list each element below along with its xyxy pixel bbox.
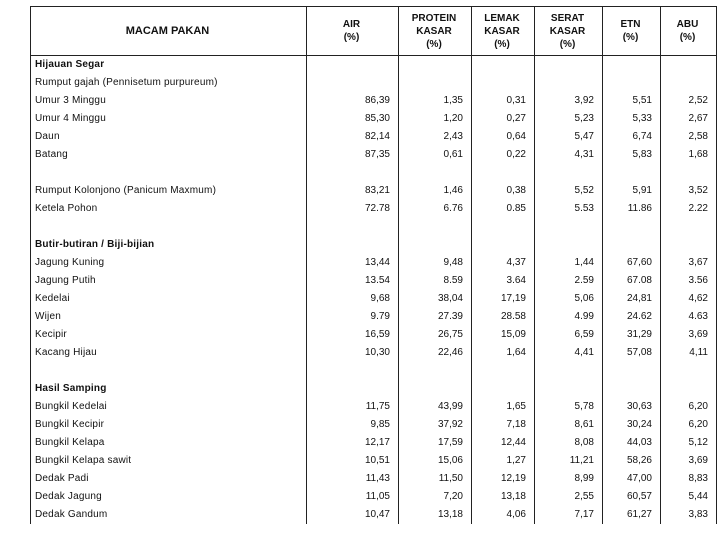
header-protein: [399, 7, 472, 56]
air-cell: 11,43: [307, 470, 399, 488]
header-lemak-line-2: KASAR: [484, 25, 520, 37]
table-row: [31, 272, 717, 290]
spacer-cell: [307, 218, 399, 236]
spacer-cell: [661, 362, 717, 380]
serat-kasar-cell: 8,08: [535, 434, 603, 452]
feed-name-cell: Bungkil Kelapa: [35, 437, 105, 448]
lemak-kasar-cell: 0,22: [472, 146, 535, 164]
table-header: [31, 7, 717, 56]
table-row: [31, 434, 717, 452]
abu-cell: 3,67: [661, 254, 717, 272]
spacer-cell: [661, 164, 717, 182]
table-row: [31, 254, 717, 272]
abu-cell: 2,58: [661, 128, 717, 146]
lemak-kasar-cell: 7,18: [472, 416, 535, 434]
feed-name-cell: Kedelai: [35, 293, 70, 304]
etn-cell: 61,27: [603, 506, 661, 524]
abu-cell: 1,68: [661, 146, 717, 164]
abu-cell: [661, 74, 717, 92]
lemak-kasar-cell: 1,65: [472, 398, 535, 416]
abu-cell: 2.22: [661, 200, 717, 218]
serat-kasar-cell: 5,78: [535, 398, 603, 416]
lemak-kasar-cell: 12,44: [472, 434, 535, 452]
feed-name-cell: Bungkil Kedelai: [35, 401, 107, 412]
serat-kasar-cell: [535, 56, 603, 75]
air-cell: 87,35: [307, 146, 399, 164]
lemak-kasar-cell: 0,64: [472, 128, 535, 146]
etn-cell: 47,00: [603, 470, 661, 488]
serat-kasar-cell: 8,61: [535, 416, 603, 434]
etn-cell: 30,63: [603, 398, 661, 416]
lemak-kasar-cell: 4,37: [472, 254, 535, 272]
lemak-kasar-cell: [472, 236, 535, 254]
air-cell: 9,68: [307, 290, 399, 308]
header-abu-line-2: (%): [679, 32, 696, 43]
header-protein-line-3: (%): [426, 38, 442, 50]
feed-name-cell: Bungkil Kecipir: [35, 419, 105, 430]
spacer-cell: [399, 362, 472, 380]
abu-cell: 4,11: [661, 344, 717, 362]
header-etn-line-2: (%): [622, 32, 639, 43]
feed-name-cell: Rumput Kolonjono (Panicum Maxmum): [35, 185, 217, 196]
protein-kasar-cell: 6.76: [399, 200, 472, 218]
protein-kasar-cell: 8.59: [399, 272, 472, 290]
lemak-kasar-cell: [472, 56, 535, 75]
feed-name-cell: Daun: [35, 131, 60, 142]
air-cell: 13,44: [307, 254, 399, 272]
lemak-kasar-cell: [472, 380, 535, 398]
header-air-line-2: (%): [343, 32, 360, 43]
air-cell: 85,30: [307, 110, 399, 128]
lemak-kasar-cell: 3.64: [472, 272, 535, 290]
serat-kasar-cell: 5,52: [535, 182, 603, 200]
abu-cell: 3,69: [661, 452, 717, 470]
header-serat-line-1: SERAT: [550, 12, 585, 24]
lemak-kasar-cell: 1,27: [472, 452, 535, 470]
serat-kasar-cell: 7,17: [535, 506, 603, 524]
spacer-cell: [31, 362, 307, 380]
abu-cell: 3.56: [661, 272, 717, 290]
etn-cell: [603, 56, 661, 75]
protein-kasar-cell: 13,18: [399, 506, 472, 524]
section-row: [31, 236, 717, 254]
table-row: [31, 290, 717, 308]
feed-name-cell: Kecipir: [35, 329, 67, 340]
air-cell: 72.78: [307, 200, 399, 218]
table-row: [31, 200, 717, 218]
protein-kasar-cell: [399, 380, 472, 398]
section-title: Butir-butiran / Biji-bijian: [35, 239, 155, 250]
protein-kasar-cell: 17,59: [399, 434, 472, 452]
spacer-cell: [31, 164, 307, 182]
table-row: [31, 182, 717, 200]
air-cell: 10,47: [307, 506, 399, 524]
etn-cell: 57,08: [603, 344, 661, 362]
etn-cell: 11.86: [603, 200, 661, 218]
abu-cell: 5,12: [661, 434, 717, 452]
table-row: [31, 110, 717, 128]
serat-kasar-cell: 8,99: [535, 470, 603, 488]
air-cell: [307, 74, 399, 92]
lemak-kasar-cell: 13,18: [472, 488, 535, 506]
air-cell: 16,59: [307, 326, 399, 344]
serat-kasar-cell: 4,31: [535, 146, 603, 164]
protein-kasar-cell: 37,92: [399, 416, 472, 434]
header-protein-line-1: PROTEIN: [411, 12, 457, 24]
feed-name-cell: Umur 4 Minggu: [35, 113, 106, 124]
header-feed-type: MACAM PAKAN: [31, 7, 307, 56]
serat-kasar-cell: 5.53: [535, 200, 603, 218]
feed-name-cell: Jagung Kuning: [35, 257, 105, 268]
abu-cell: 6,20: [661, 398, 717, 416]
header-etn-line-1: ETN: [620, 19, 641, 30]
serat-kasar-cell: [535, 74, 603, 92]
section-row: [31, 380, 717, 398]
spacer-cell: [603, 362, 661, 380]
header-lemak-line-3: (%): [494, 38, 510, 50]
header-serat: [535, 7, 603, 56]
abu-cell: 4,62: [661, 290, 717, 308]
feed-name-cell: Kacang Hijau: [35, 347, 97, 358]
header-abu-line-1: ABU: [676, 19, 699, 30]
serat-kasar-cell: 11,21: [535, 452, 603, 470]
protein-kasar-cell: [399, 56, 472, 75]
air-cell: [307, 56, 399, 75]
table-row: [31, 470, 717, 488]
table-row: [31, 416, 717, 434]
header-air: [307, 7, 399, 56]
abu-cell: 3,69: [661, 326, 717, 344]
abu-cell: 5,44: [661, 488, 717, 506]
spacer-cell: [603, 218, 661, 236]
air-cell: 86,39: [307, 92, 399, 110]
feed-name-cell: Wijen: [35, 311, 62, 322]
protein-kasar-cell: 38,04: [399, 290, 472, 308]
protein-kasar-cell: 2,43: [399, 128, 472, 146]
lemak-kasar-cell: 4,06: [472, 506, 535, 524]
header-lemak-line-1: LEMAK: [484, 12, 520, 24]
protein-kasar-cell: 1,20: [399, 110, 472, 128]
lemak-kasar-cell: 15,09: [472, 326, 535, 344]
table-row: [31, 128, 717, 146]
lemak-kasar-cell: 17,19: [472, 290, 535, 308]
section-row: [31, 56, 717, 75]
air-cell: 10,51: [307, 452, 399, 470]
etn-cell: 24,81: [603, 290, 661, 308]
table-row: [31, 326, 717, 344]
spacer-cell: [535, 362, 603, 380]
spacer-row: [31, 218, 717, 236]
protein-kasar-cell: 11,50: [399, 470, 472, 488]
serat-kasar-cell: 3,92: [535, 92, 603, 110]
protein-kasar-cell: [399, 74, 472, 92]
serat-kasar-cell: 2.59: [535, 272, 603, 290]
spacer-cell: [307, 164, 399, 182]
etn-cell: [603, 380, 661, 398]
spacer-cell: [472, 362, 535, 380]
feed-name-cell: Dedak Gandum: [35, 509, 108, 520]
lemak-kasar-cell: 0,27: [472, 110, 535, 128]
protein-kasar-cell: 9,48: [399, 254, 472, 272]
air-cell: [307, 380, 399, 398]
air-cell: 9.79: [307, 308, 399, 326]
air-cell: 13.54: [307, 272, 399, 290]
abu-cell: 8,83: [661, 470, 717, 488]
protein-kasar-cell: 7,20: [399, 488, 472, 506]
spacer-row: [31, 164, 717, 182]
etn-cell: 5,51: [603, 92, 661, 110]
table-row: [31, 452, 717, 470]
spacer-cell: [399, 164, 472, 182]
serat-kasar-cell: 1,44: [535, 254, 603, 272]
feed-name-cell: Batang: [35, 149, 68, 160]
abu-cell: [661, 380, 717, 398]
protein-kasar-cell: 26,75: [399, 326, 472, 344]
feed-name-cell: Dedak Jagung: [35, 491, 102, 502]
air-cell: 82,14: [307, 128, 399, 146]
etn-cell: 67,60: [603, 254, 661, 272]
table-row: [31, 506, 717, 524]
header-abu: [661, 7, 717, 56]
table-row: [31, 488, 717, 506]
header-protein-line-2: KASAR: [416, 25, 452, 37]
abu-cell: 6,20: [661, 416, 717, 434]
feed-name-cell: Ketela Pohon: [35, 203, 98, 214]
air-cell: 10,30: [307, 344, 399, 362]
air-cell: 11,05: [307, 488, 399, 506]
serat-kasar-cell: 5,23: [535, 110, 603, 128]
feed-name-cell: Jagung Putih: [35, 275, 96, 286]
etn-cell: 30,24: [603, 416, 661, 434]
feed-composition-table: [30, 6, 717, 524]
header-lemak: [472, 7, 535, 56]
spacer-row: [31, 362, 717, 380]
spacer-cell: [307, 362, 399, 380]
abu-cell: 3,52: [661, 182, 717, 200]
etn-cell: [603, 236, 661, 254]
table-row: [31, 398, 717, 416]
etn-cell: 31,29: [603, 326, 661, 344]
protein-kasar-cell: 43,99: [399, 398, 472, 416]
abu-cell: 2,52: [661, 92, 717, 110]
table-row: [31, 146, 717, 164]
etn-cell: [603, 74, 661, 92]
section-title: Hijauan Segar: [35, 59, 105, 70]
table-row: [31, 92, 717, 110]
air-cell: [307, 236, 399, 254]
spacer-cell: [661, 218, 717, 236]
spacer-cell: [603, 164, 661, 182]
table-row: [31, 344, 717, 362]
etn-cell: 67.08: [603, 272, 661, 290]
abu-cell: 2,67: [661, 110, 717, 128]
abu-cell: 4.63: [661, 308, 717, 326]
etn-cell: 24.62: [603, 308, 661, 326]
etn-cell: 6,74: [603, 128, 661, 146]
etn-cell: 5,33: [603, 110, 661, 128]
header-serat-line-2: KASAR: [549, 25, 586, 37]
spacer-cell: [472, 218, 535, 236]
section-title: Hasil Samping: [35, 383, 107, 394]
spacer-cell: [472, 164, 535, 182]
table-body: [31, 56, 717, 525]
feed-name-cell: Umur 3 Minggu: [35, 95, 106, 106]
lemak-kasar-cell: 28.58: [472, 308, 535, 326]
air-cell: 9,85: [307, 416, 399, 434]
abu-cell: 3,83: [661, 506, 717, 524]
serat-kasar-cell: [535, 236, 603, 254]
lemak-kasar-cell: 0.85: [472, 200, 535, 218]
abu-cell: [661, 236, 717, 254]
serat-kasar-cell: 4,41: [535, 344, 603, 362]
spacer-cell: [535, 218, 603, 236]
serat-kasar-cell: 5,06: [535, 290, 603, 308]
feed-name-cell: Rumput gajah (Pennisetum purpureum): [35, 77, 218, 88]
header-serat-line-3: (%): [559, 38, 576, 50]
spacer-cell: [535, 164, 603, 182]
etn-cell: 60,57: [603, 488, 661, 506]
abu-cell: [661, 56, 717, 75]
air-cell: 83,21: [307, 182, 399, 200]
feed-name-cell: Bungkil Kelapa sawit: [35, 455, 132, 466]
air-cell: 11,75: [307, 398, 399, 416]
group-label-row: [31, 74, 717, 92]
feed-name-cell: Dedak Padi: [35, 473, 89, 484]
etn-cell: 5,91: [603, 182, 661, 200]
protein-kasar-cell: 1,35: [399, 92, 472, 110]
serat-kasar-cell: 5,47: [535, 128, 603, 146]
header-row: [31, 7, 717, 56]
protein-kasar-cell: [399, 236, 472, 254]
serat-kasar-cell: [535, 380, 603, 398]
air-cell: 12,17: [307, 434, 399, 452]
protein-kasar-cell: 15,06: [399, 452, 472, 470]
protein-kasar-cell: 22,46: [399, 344, 472, 362]
serat-kasar-cell: 6,59: [535, 326, 603, 344]
header-etn: [603, 7, 661, 56]
lemak-kasar-cell: 0,31: [472, 92, 535, 110]
lemak-kasar-cell: 12,19: [472, 470, 535, 488]
spacer-cell: [31, 218, 307, 236]
spacer-cell: [399, 218, 472, 236]
etn-cell: 5,83: [603, 146, 661, 164]
serat-kasar-cell: 4.99: [535, 308, 603, 326]
lemak-kasar-cell: 1,64: [472, 344, 535, 362]
protein-kasar-cell: 27.39: [399, 308, 472, 326]
table-row: [31, 308, 717, 326]
header-air-line-1: AIR: [342, 19, 361, 30]
serat-kasar-cell: 2,55: [535, 488, 603, 506]
protein-kasar-cell: 0,61: [399, 146, 472, 164]
lemak-kasar-cell: [472, 74, 535, 92]
etn-cell: 44,03: [603, 434, 661, 452]
protein-kasar-cell: 1,46: [399, 182, 472, 200]
etn-cell: 58,26: [603, 452, 661, 470]
lemak-kasar-cell: 0,38: [472, 182, 535, 200]
